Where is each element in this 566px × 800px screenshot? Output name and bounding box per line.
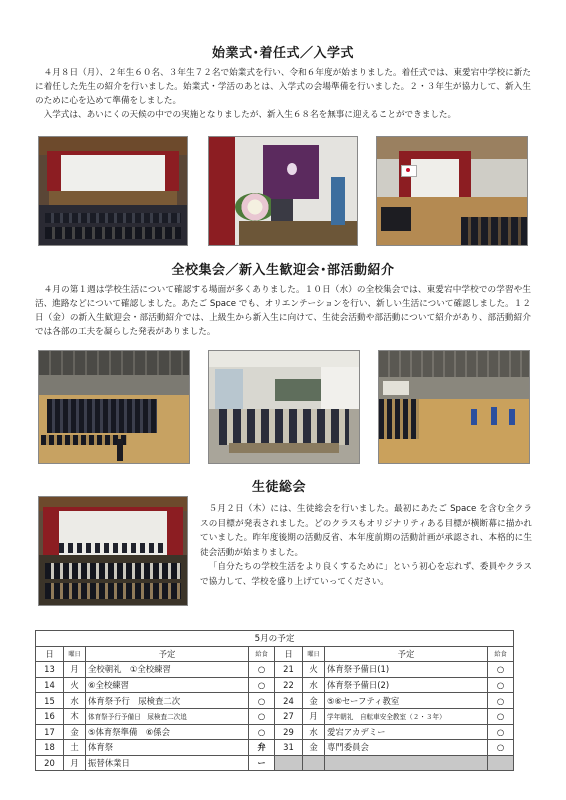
cell-lunch: ○ <box>488 708 514 724</box>
assembly-paragraph-1: ４月の第１週は学校生活について確認する場面が多くありました。１０日（水）の全校集会では、東愛宕中学校での学習や生活、進路などについて確認しました。あたご Space でも、オリエンテーションを行い、新しい生活について確認しました。１２日（金）の新入生歓迎会・部活動紹介では、上級生から新入生に向けて、生徒会活動や部活動について紹介があり、部活動紹介では各部の工夫を凝らした発表がありました。 <box>35 285 531 337</box>
photo-club-introduction-gym <box>378 350 530 464</box>
cell-lunch: ○ <box>249 677 275 693</box>
cell-plan: ⑥全校練習 <box>86 677 249 693</box>
section-ceremony-text <box>35 66 531 122</box>
section-title-assembly: 全校集会／新入生歓迎会･部活動紹介 <box>171 263 395 278</box>
cell-plan: 学年朝礼 自転車安全教室（２・３年） <box>325 708 488 724</box>
cell-plan: 愛宕アカデミー <box>325 724 488 740</box>
photo-entrance-ceremony-flowers <box>208 136 358 246</box>
section-title-ceremony: 始業式･着任式／入学式 <box>211 46 354 61</box>
cell-plan: 体育祭予備日(1) <box>325 662 488 678</box>
cell-lunch: ○ <box>488 662 514 678</box>
cell-plan: 専門委員会 <box>325 740 488 756</box>
cell-plan: ⑤⑥セーフティ教室 <box>325 693 488 709</box>
cell-day: 27 <box>275 708 303 724</box>
cell-lunch: ○ <box>488 677 514 693</box>
cell-weekday: 金 <box>303 740 325 756</box>
photo-atago-space-orientation <box>208 350 360 464</box>
cell-weekday: 月 <box>64 662 86 678</box>
cell-lunch: ー <box>249 755 275 771</box>
header-weekday: 曜日 <box>64 646 86 662</box>
table-row <box>36 708 514 724</box>
cell-day: 20 <box>36 755 64 771</box>
cell-day: 21 <box>275 662 303 678</box>
cell-lunch: ○ <box>249 708 275 724</box>
cell-day: 22 <box>275 677 303 693</box>
header-plan: 予定 <box>86 646 249 662</box>
table-row <box>36 740 514 756</box>
may-schedule-table <box>35 630 514 771</box>
cell-weekday: 火 <box>303 662 325 678</box>
table-row <box>36 662 514 678</box>
photo-opening-ceremony-stage <box>38 136 188 246</box>
header-day: 日 <box>36 646 64 662</box>
photo-school-assembly-gym <box>38 350 190 464</box>
cell-plan: 体育祭 <box>86 740 249 756</box>
cell-plan: 全校朝礼 ①全校練習 <box>86 662 249 678</box>
cell-plan: 振替休業日 <box>86 755 249 771</box>
cell-day: 13 <box>36 662 64 678</box>
cell-day: 15 <box>36 693 64 709</box>
header-day: 日 <box>275 646 303 662</box>
cell-weekday: 火 <box>64 677 86 693</box>
table-row <box>36 677 514 693</box>
section-student-assembly-text <box>200 502 532 590</box>
table-row <box>36 724 514 740</box>
section-assembly-text <box>35 283 531 339</box>
cell-weekday: 金 <box>64 724 86 740</box>
header-lunch: 給食 <box>249 646 275 662</box>
cell-day: 24 <box>275 693 303 709</box>
cell-lunch: ○ <box>249 662 275 678</box>
schedule-caption: 5月の予定 <box>36 631 514 647</box>
schedule-header-row <box>36 646 514 662</box>
student-assembly-paragraph-1: ５月２日（木）には、生徒総会を行いました。最初にあたご Space を含む全クラスの目標が発表されました。どのクラスもオリジナリティある目標が横断幕に描かれていました。昨年度後期の活動反省、本年度前期の活動計画が承認され、本格的に生徒会活動が始まりました。 <box>200 504 532 558</box>
cell-plan: 体育祭予行予備日 尿検査二次追 <box>86 708 249 724</box>
header-lunch: 給食 <box>488 646 514 662</box>
cell-day: 31 <box>275 740 303 756</box>
cell-weekday: 月 <box>303 708 325 724</box>
cell-day: 29 <box>275 724 303 740</box>
cell-weekday: 水 <box>303 677 325 693</box>
photo-student-general-assembly <box>38 496 188 606</box>
header-plan: 予定 <box>325 646 488 662</box>
cell-weekday: 水 <box>303 724 325 740</box>
cell-weekday: 月 <box>64 755 86 771</box>
cell-weekday: 水 <box>64 693 86 709</box>
cell-weekday: 木 <box>64 708 86 724</box>
cell-plan: 体育祭予行 尿検査二次 <box>86 693 249 709</box>
cell-day: 14 <box>36 677 64 693</box>
cell-empty <box>275 755 303 771</box>
header-weekday: 曜日 <box>303 646 325 662</box>
cell-plan: ⑤体育祭準備 ⑥係会 <box>86 724 249 740</box>
cell-plan: 体育祭予備日(2) <box>325 677 488 693</box>
photo-entrance-ceremony-hall <box>376 136 528 246</box>
cell-day: 17 <box>36 724 64 740</box>
cell-lunch: ○ <box>249 693 275 709</box>
student-assembly-paragraph-2: 「自分たちの学校生活をより良くするために」という初心を忘れず、委員やクラスで協力して、学校を盛り上げていってください。 <box>200 562 532 587</box>
ceremony-paragraph-2: 入学式は、あいにくの天候の中での実施となりましたが、新入生６８名を無事に迎えることができました。 <box>43 110 457 120</box>
table-row <box>36 755 514 771</box>
cell-lunch: ○ <box>488 693 514 709</box>
cell-lunch: ○ <box>488 724 514 740</box>
cell-lunch: 弁 <box>249 740 275 756</box>
section-title-student-assembly: 生徒総会 <box>251 480 306 495</box>
cell-empty <box>303 755 325 771</box>
ceremony-paragraph-1: ４月８日（月）、２年生６０名、３年生７２名で始業式を行い、令和６年度が始まりました。着任式では、東愛宕中学校に新たに着任した先生の紹介を行いました。始業式・学活のあとは、入学式の会場準備を行いました。２・３年生が協力して、新入生のために心を込めて準備をしました。 <box>35 68 531 106</box>
table-row <box>36 693 514 709</box>
cell-empty <box>488 755 514 771</box>
cell-weekday: 土 <box>64 740 86 756</box>
cell-weekday: 金 <box>303 693 325 709</box>
cell-day: 18 <box>36 740 64 756</box>
cell-day: 16 <box>36 708 64 724</box>
cell-empty <box>325 755 488 771</box>
cell-lunch: ○ <box>249 724 275 740</box>
cell-lunch: ○ <box>488 740 514 756</box>
